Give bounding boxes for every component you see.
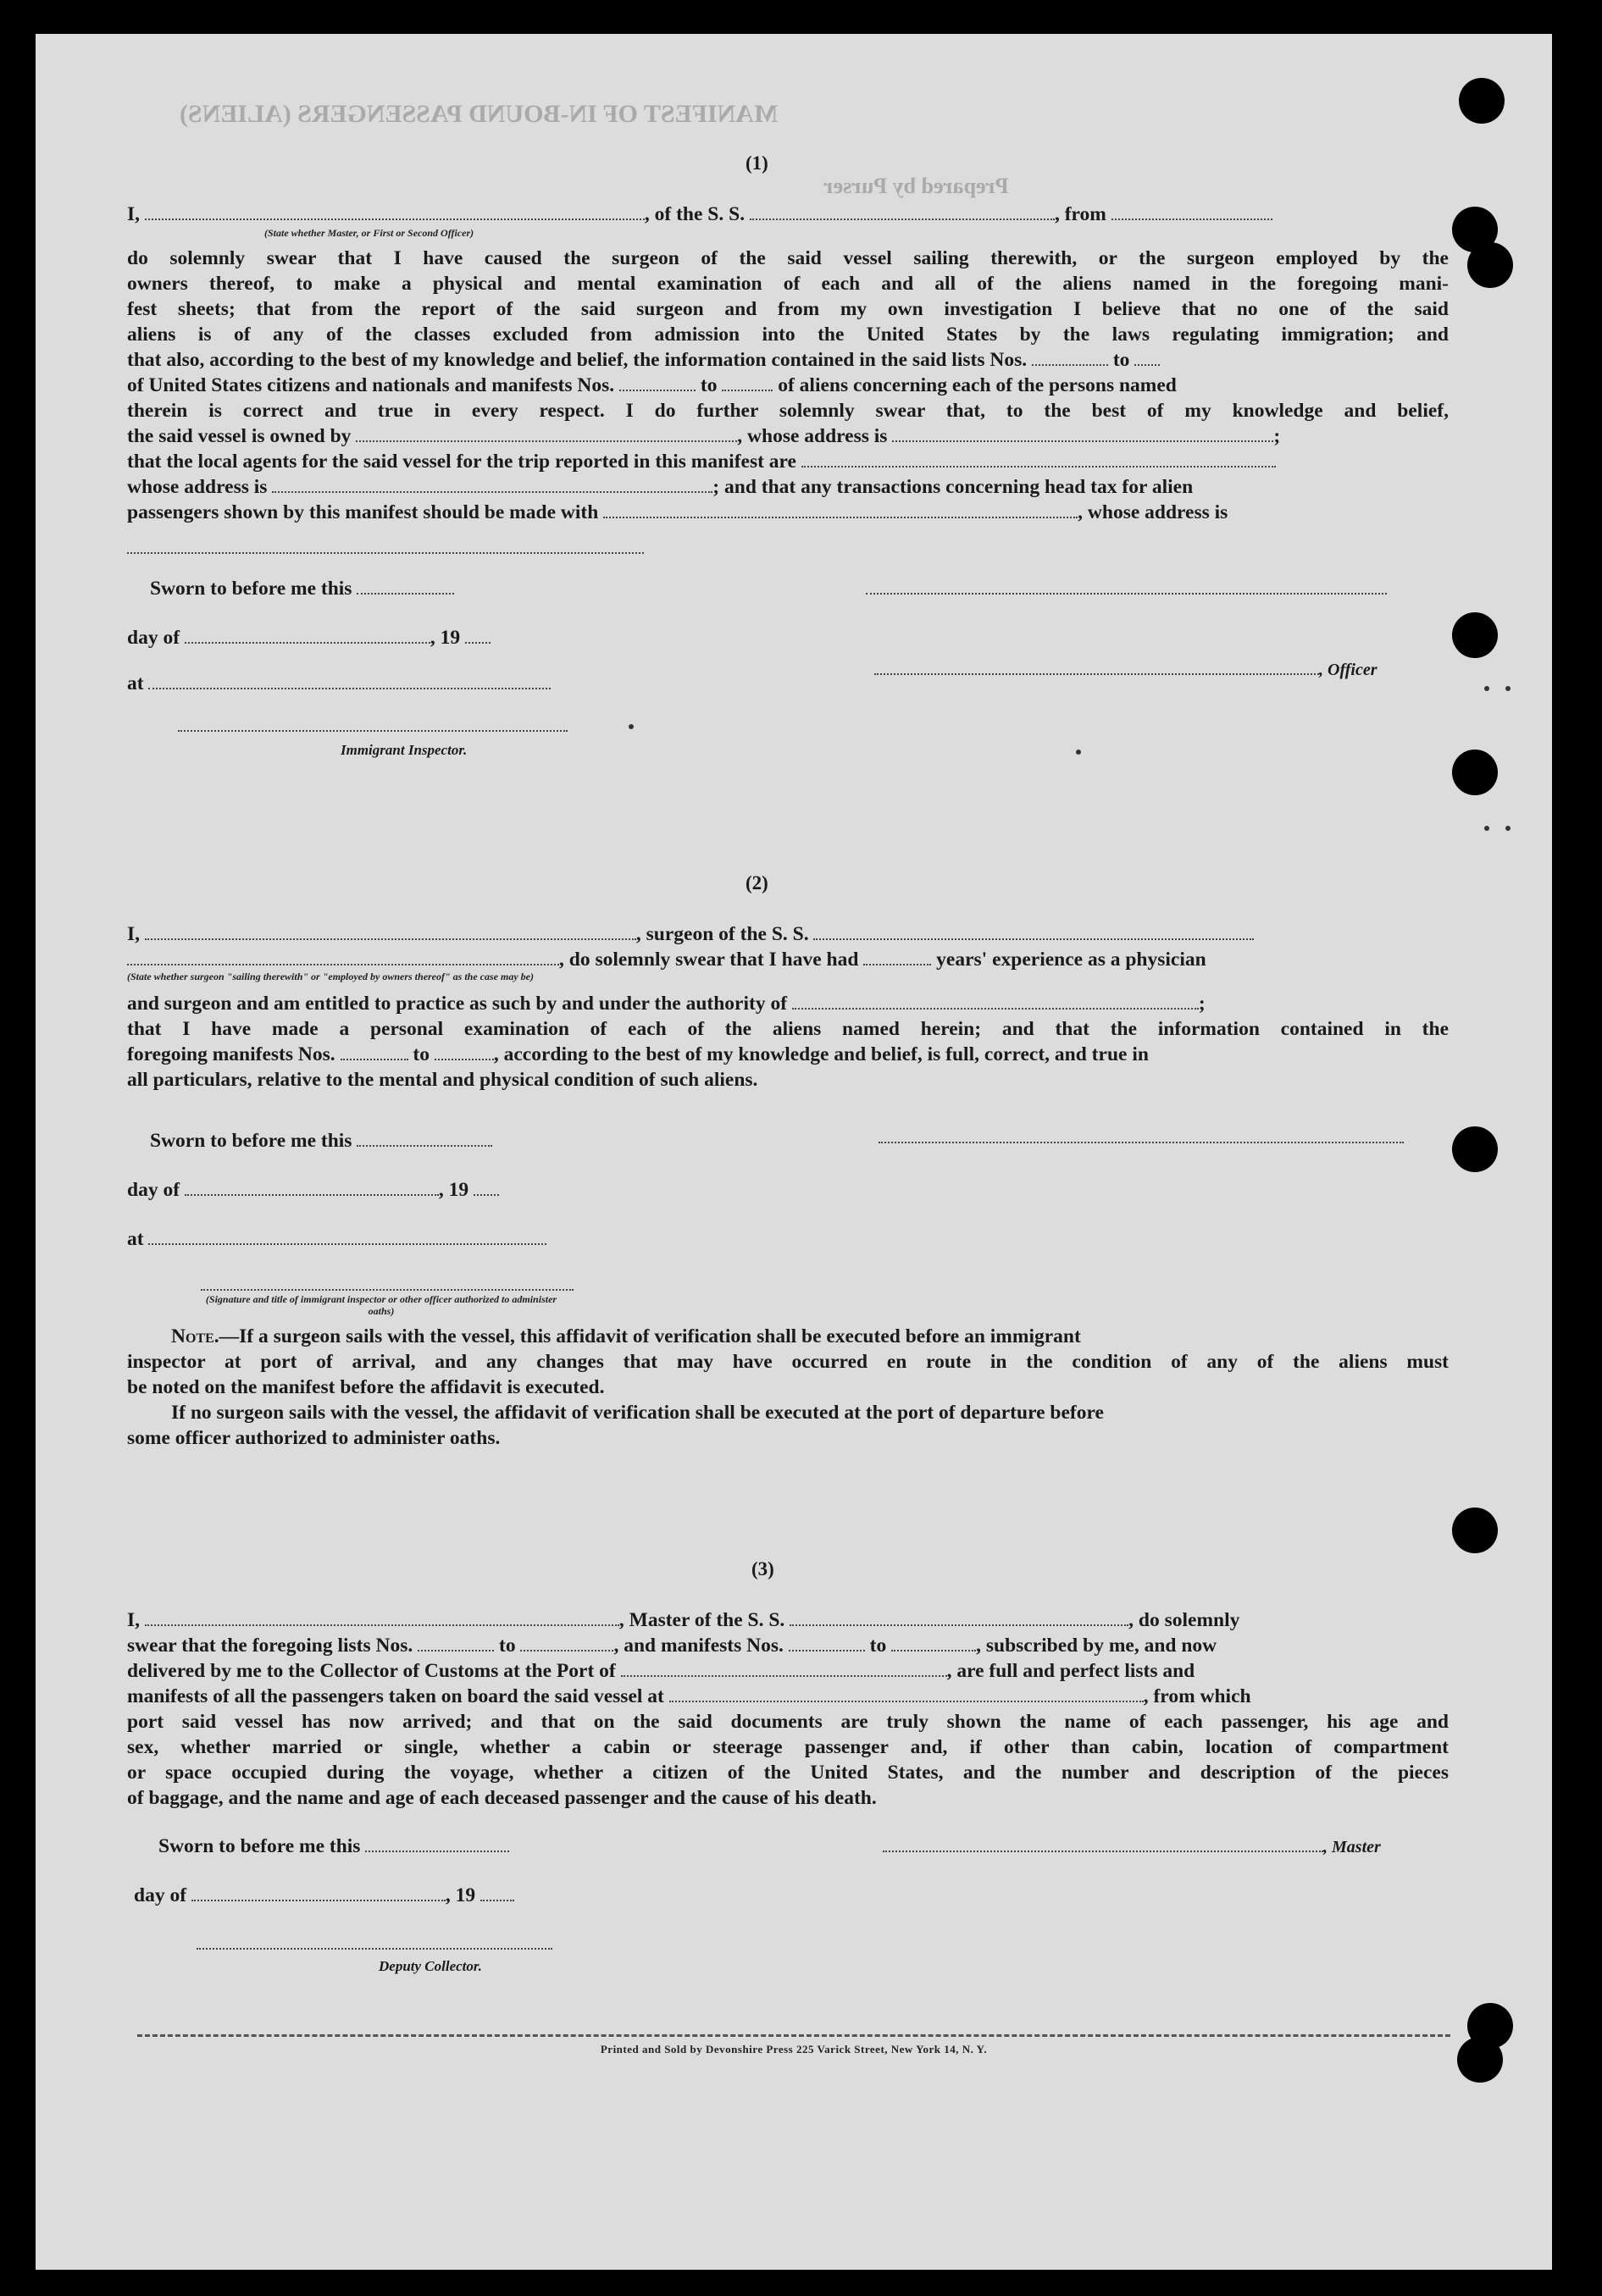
s2-line-3: and surgeon and am entitled to practice as such by and under the authority of ; <box>127 993 1206 1015</box>
s1-line-7: of United States citizens and nationals and manifests Nos. to of aliens concerning each of the persons named <box>127 374 1177 396</box>
s1-line-3: owners thereof, to make a physical and mental examination of each and all of the aliens named in the foregoing mani- <box>127 273 1449 295</box>
master-signature-line[interactable] <box>883 1851 1323 1852</box>
s1-day-field[interactable] <box>185 625 430 644</box>
master-name-field[interactable] <box>145 1607 619 1626</box>
printer-imprint: Printed and Sold by Devonshire Press 225 Varick Street, New York 14, N. Y. <box>600 2043 988 2055</box>
s2-line-6: all particulars, relative to the mental and physical condition of such aliens. <box>127 1069 758 1091</box>
master-label: , Master <box>1323 1838 1381 1856</box>
officer-rank-note: (State whether Master, or First or Second Officer) <box>264 227 474 239</box>
s2-inspector-signature-line[interactable] <box>201 1289 574 1291</box>
alien-manifests-from-field[interactable] <box>619 373 696 391</box>
s3-line-8: of baggage, and the name and age of each deceased passenger and the cause of his death. <box>127 1787 877 1809</box>
port-of-arrival-field[interactable] <box>621 1658 947 1677</box>
s1-line-10: that the local agents for the said vessel for the trip reported in this manifest are <box>127 449 1449 474</box>
s3-line-7: or space occupied during the voyage, whether a citizen of the United States, and the number and description of the pieces <box>127 1762 1449 1784</box>
s3-day-field[interactable] <box>191 1883 446 1901</box>
bleed-through-prepared: Prepared by Purser <box>823 174 1009 198</box>
bleed-through-title: MANIFEST OF IN-BOUND PASSENGERS (ALIENS) <box>180 100 779 128</box>
s1-line-4: fest sheets; that from the report of the said surgeon and from my own investigation I believe that no one of the said <box>127 298 1449 320</box>
s1-line-5: aliens is of any of the classes excluded from admission into the United States by the laws regulating immigration; and <box>127 324 1449 346</box>
s3-line-2: swear that the foregoing lists Nos. to , and manifests Nos. to , subscribed by me, and now <box>127 1635 1217 1657</box>
punch-hole <box>1467 242 1513 288</box>
s1-line-2: do solemnly swear that I have caused the surgeon of the said vessel sailing therewith, or the surgeon employed by the <box>127 247 1449 269</box>
form-page <box>36 34 1552 2270</box>
surgeon-status-note: (State whether surgeon "sailing therewith" or "employed by owners thereof" as the case may be) <box>127 971 534 982</box>
s1-line-6: that also, according to the best of my knowledge and belief, the information contained in the said lists Nos. to <box>127 347 1449 373</box>
departure-port-field[interactable] <box>1111 202 1272 220</box>
s3-line-4: manifests of all the passengers taken on board the said vessel at , from which <box>127 1685 1251 1707</box>
s2-sworn-row: Sworn to before me this <box>150 1128 492 1154</box>
s1-line-1: I, , of the S. S. , from <box>127 202 1449 227</box>
s1-line-9: the said vessel is owned by , whose address is ; <box>127 425 1281 447</box>
section-2-heading: (2) <box>746 872 768 894</box>
head-tax-address-line[interactable] <box>127 552 644 554</box>
margin-dot <box>1076 750 1081 755</box>
s1-line-11: whose address is ; and that any transactions concerning head tax for alien <box>127 476 1194 498</box>
surgeon-status-field[interactable] <box>127 947 559 965</box>
punch-hole <box>1452 1508 1498 1553</box>
s3-year-field[interactable] <box>480 1883 514 1901</box>
head-tax-contact-field[interactable] <box>603 500 1078 518</box>
section-3-heading: (3) <box>751 1558 774 1580</box>
punch-hole <box>1457 2037 1503 2083</box>
officer-rank-field[interactable] <box>145 202 645 220</box>
s2-day-field[interactable] <box>185 1177 439 1196</box>
s3-line-6: sex, whether married or single, whether a cabin or steerage passenger and, if other than cabin, location of compartment <box>127 1736 1449 1758</box>
s2-line-1: I, , surgeon of the S. S. <box>127 921 1449 947</box>
s3-line-5: port said vessel has now arrived; and that on the said documents are truly shown the name of each passenger, his age and <box>127 1711 1449 1733</box>
s3-manifests-to-field[interactable] <box>891 1633 976 1651</box>
collector-signature-line[interactable] <box>197 1948 552 1950</box>
footer-rule <box>137 2034 1450 2037</box>
s2-year-field[interactable] <box>474 1177 499 1196</box>
s2-line-4: that I have made a personal examination of each of the aliens named herein; and that the information contained in the <box>127 1018 1449 1040</box>
s1-at-field[interactable] <box>148 671 551 689</box>
s2-at-row: at <box>127 1226 546 1252</box>
citizen-lists-to-field[interactable] <box>1134 347 1160 366</box>
s1-day-row: day of , 19 <box>127 625 491 650</box>
s2-day-row: day of , 19 <box>127 1177 499 1203</box>
vessel-owner-field[interactable] <box>356 423 737 442</box>
punch-hole <box>1452 750 1498 795</box>
s1-right-signature-line[interactable] <box>866 593 1387 595</box>
s3-sworn-date-field[interactable] <box>365 1834 509 1852</box>
s1-sworn-date-field[interactable] <box>357 576 454 595</box>
s3-line-3: delivered by me to the Collector of Customs at the Port of , are full and perfect lists and <box>127 1660 1195 1682</box>
margin-dot <box>1484 686 1489 691</box>
s3-manifests-from-field[interactable] <box>789 1633 865 1651</box>
deputy-collector-label: Deputy Collector. <box>379 1958 482 1974</box>
s1-at-row: at <box>127 671 551 696</box>
note-line-5: some officer authorized to administer oaths. <box>127 1427 501 1449</box>
s3-day-row: day of , 19 <box>134 1883 514 1908</box>
years-experience-field[interactable] <box>863 947 931 965</box>
alien-manifests-to-field[interactable] <box>722 373 773 391</box>
officer-label: , Officer <box>1319 661 1377 679</box>
section-1-heading: (1) <box>746 152 768 174</box>
note-line-2: inspector at port of arrival, and any changes that may have occurred en route in the condition of any of the aliens must <box>127 1351 1449 1373</box>
port-of-embarkation-field[interactable] <box>669 1684 1144 1702</box>
authority-field[interactable] <box>792 991 1199 1010</box>
s1-year-field[interactable] <box>465 625 491 644</box>
s2-at-field[interactable] <box>148 1226 546 1245</box>
note-line-1: Note.—If a surgeon sails with the vessel, this affidavit of verification shall be executed before an immigrant <box>171 1325 1081 1347</box>
local-agents-field[interactable] <box>801 449 1276 467</box>
punch-hole <box>1452 612 1498 658</box>
s1-line-8: therein is correct and true in every respect. I do further solemnly swear that, to the best of my knowledge and belief, <box>127 400 1449 422</box>
s2-vessel-name-field[interactable] <box>813 921 1254 940</box>
inspector-signature-line[interactable] <box>178 730 568 732</box>
margin-dot <box>1505 686 1511 691</box>
margin-dot <box>1484 826 1489 831</box>
note-line-3: be noted on the manifest before the affidavit is executed. <box>127 1376 605 1398</box>
citizen-lists-from-field[interactable] <box>1032 347 1108 366</box>
officer-signature-line[interactable] <box>874 673 1319 675</box>
margin-dot <box>1505 826 1511 831</box>
s3-lists-from-field[interactable] <box>418 1633 494 1651</box>
s2-manifests-to-field[interactable] <box>435 1042 494 1060</box>
s3-sworn-row: Sworn to before me this <box>158 1834 509 1859</box>
s1-sworn-row: Sworn to before me this <box>150 576 454 601</box>
s2-sworn-date-field[interactable] <box>357 1128 492 1147</box>
s1-line-12: passengers shown by this manifest should be made with , whose address is <box>127 501 1228 523</box>
s2-signature-note: (Signature and title of immigrant inspector or other officer authorized to administer oaths) <box>205 1293 557 1317</box>
agent-address-field[interactable] <box>272 474 712 493</box>
margin-dot <box>629 724 634 729</box>
s2-manifests-from-field[interactable] <box>341 1042 408 1060</box>
s3-vessel-name-field[interactable] <box>790 1607 1128 1626</box>
note-line-4: If no surgeon sails with the vessel, the affidavit of verification shall be executed at the port of departure before <box>171 1402 1104 1424</box>
s3-lists-to-field[interactable] <box>520 1633 613 1651</box>
punch-hole <box>1452 1126 1498 1172</box>
s3-line-1: I, , Master of the S. S. , do solemnly <box>127 1609 1240 1631</box>
surgeon-name-field[interactable] <box>145 921 636 940</box>
s2-line-5: foregoing manifests Nos. to , according to the best of my knowledge and belief, is full, correct, and true in <box>127 1043 1149 1065</box>
punch-hole <box>1459 78 1505 124</box>
s2-line-2: , do solemnly swear that I have had years' experience as a physician <box>127 947 1449 972</box>
owner-address-field[interactable] <box>892 423 1273 442</box>
vessel-name-field[interactable] <box>750 202 1055 220</box>
immigrant-inspector-label: Immigrant Inspector. <box>341 742 468 758</box>
surgeon-signature-line[interactable] <box>879 1142 1404 1143</box>
